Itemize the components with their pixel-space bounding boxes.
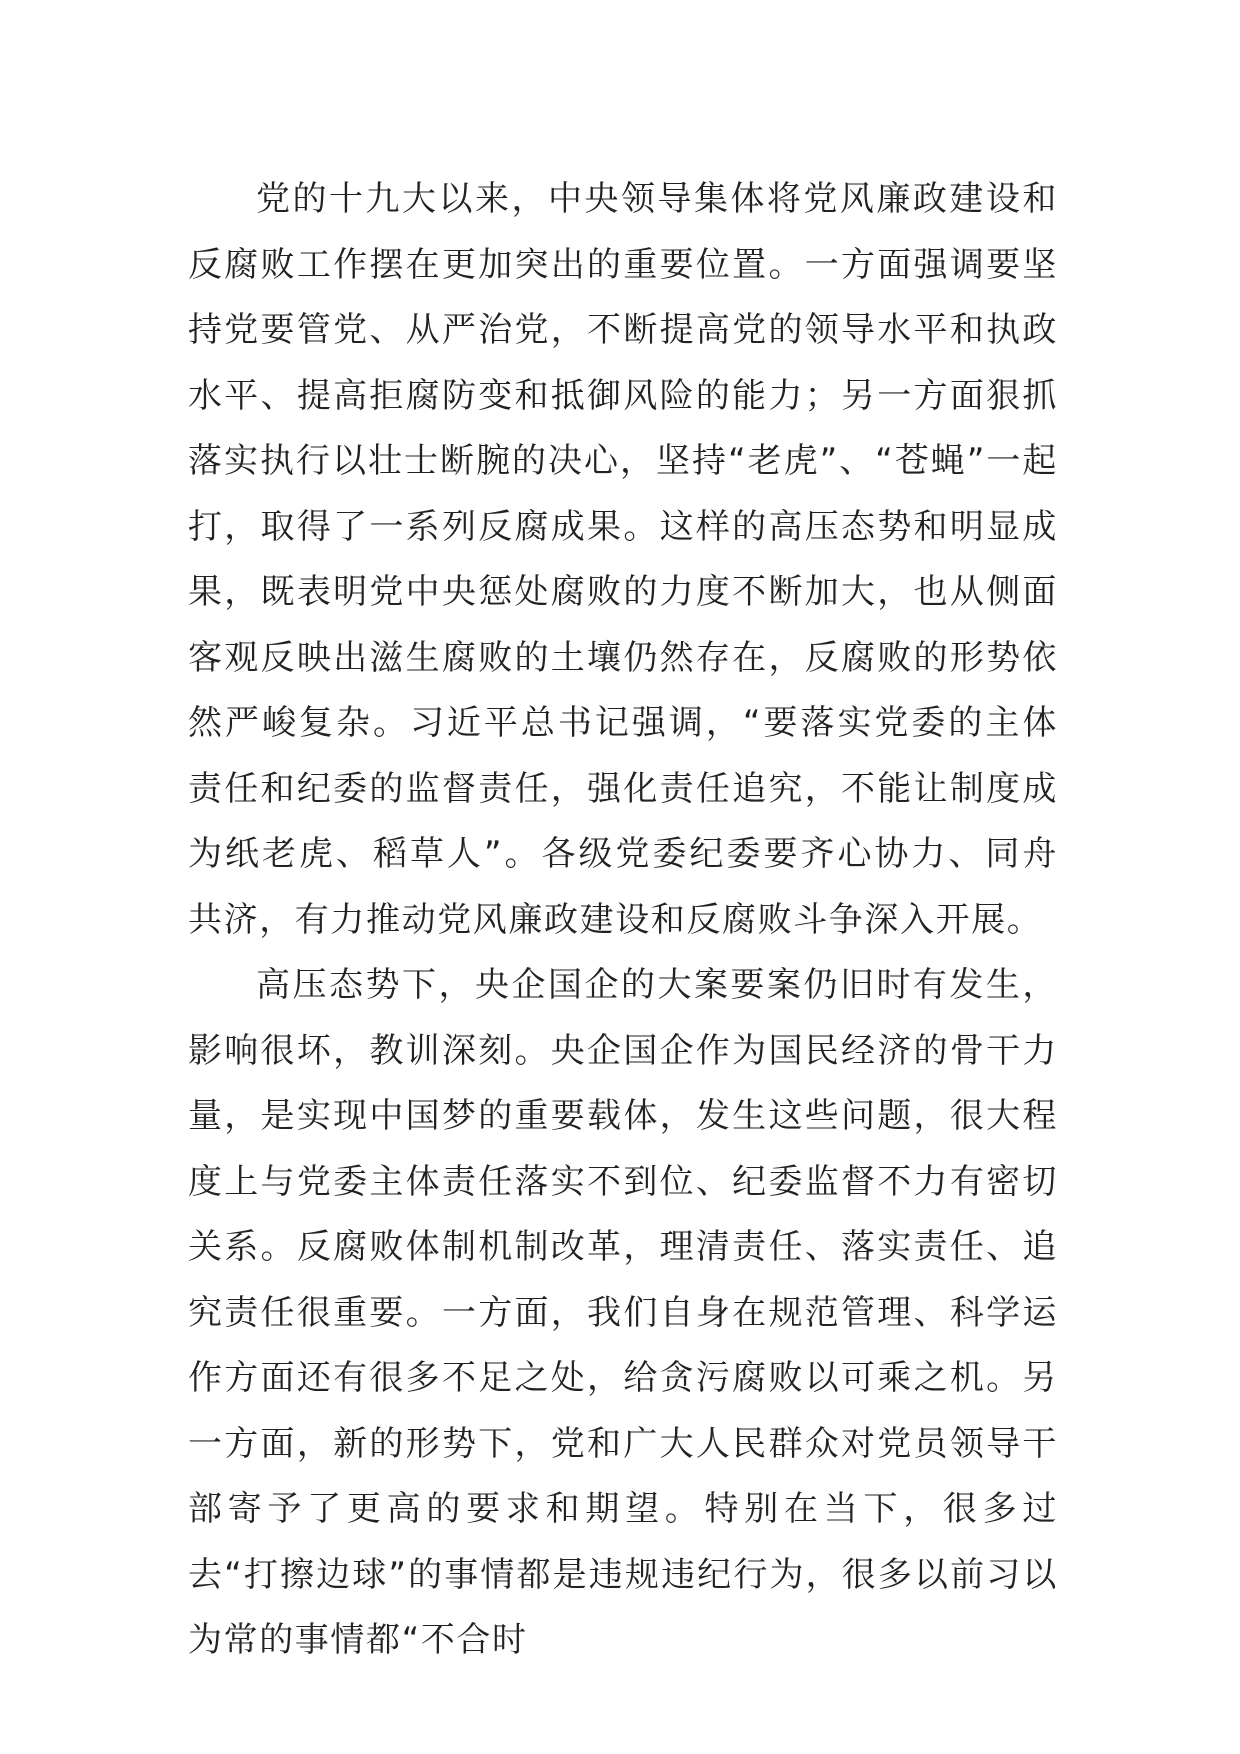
document-body — [188, 167, 1058, 1674]
paragraph-2: 高压态势下，央企国企的大案要案仍旧时有发生，影响很坏，教训深刻。央企国企作为国民经济的骨干力量，是实现中国梦的重要载体，发生这些问题，很大程度上与党委主体责任落实不到位、纪委监督不力有密切关系。反腐败体制机制改革，理清责任、落实责任、追究责任很重要。一方面，我们自身在规范管理、科学运作方面还有很多不足之处，给贪污腐败以可乘之机。另一方面，新的形势下，党和广大人民群众对党员领导干部寄予了更高的要求和期望。特别在当下，很多过去“打擦边球”的事情都是违规违纪行为，很多以前习以为常的事情都“不合时 — [188, 965, 1058, 1660]
paragraph-1: 党的十九大以来，中央领导集体将党风廉政建设和反腐败工作摆在更加突出的重要位置。一方面强调要坚持党要管党、从严治党，不断提高党的领导水平和执政水平、提高拒腐防变和抵御风险的能力；另一方面狠抓落实执行以壮士断腕的决心，坚持“老虎”、“苍蝇”一起打，取得了一系列反腐成果。这样的高压态势和明显成果，既表明党中央惩处腐败的力度不断加大，也从侧面客观反映出滋生腐败的土壤仍然存在，反腐败的形势依然严峻复杂。习近平总书记强调，“要落实党委的主体责任和纪委的监督责任，强化责任追究，不能让制度成为纸老虎、稻草人”。各级党委纪委要齐心协力、同舟共济，有力推动党风廉政建设和反腐败斗争深入开展。 — [188, 179, 1058, 940]
